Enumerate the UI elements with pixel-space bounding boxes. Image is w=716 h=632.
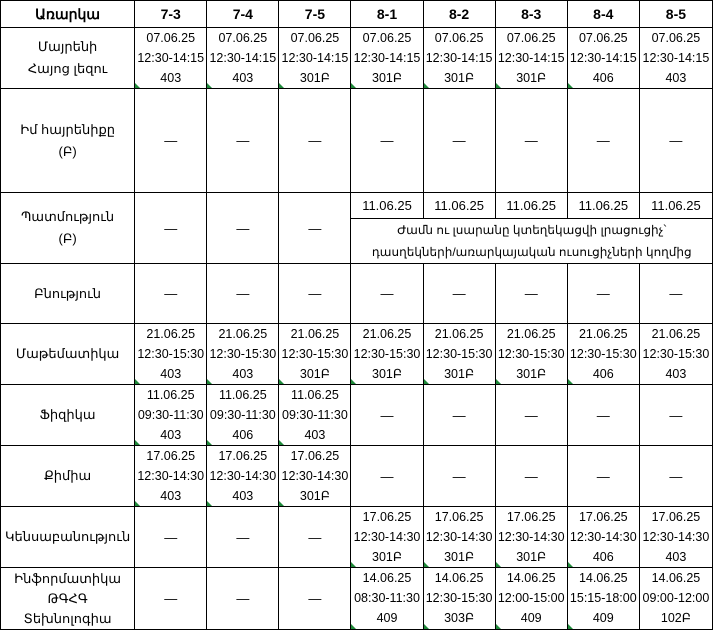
empty-cell: — (423, 446, 495, 507)
exam-date: 14.06.25 (578, 571, 628, 585)
exam-cell (495, 28, 567, 89)
comment-marker-icon (279, 379, 284, 384)
comment-marker-icon (568, 624, 573, 629)
exam-room: 409 (376, 611, 398, 625)
exam-time: 12:30-14:15 (353, 51, 421, 65)
exam-room: 301Բ (372, 71, 403, 85)
comment-marker-icon (279, 501, 284, 506)
exam-date: 17.06.25 (434, 510, 484, 524)
empty-cell: — (423, 385, 495, 446)
subject-line: Հայոց լեզու (27, 61, 108, 76)
empty-cell: — (639, 385, 712, 446)
empty-cell: — (279, 568, 351, 630)
header-class: 8-2 (423, 1, 495, 28)
exam-date: 07.06.25 (146, 31, 196, 45)
header-class: 7-4 (207, 1, 279, 28)
table-row (1, 507, 713, 568)
header-class: 8-4 (567, 1, 639, 28)
exam-room: 409 (592, 611, 614, 625)
empty-cell: — (207, 507, 279, 568)
exam-time: 12:30-15:30 (569, 347, 637, 361)
empty-cell: — (639, 89, 712, 193)
exam-room: 403 (232, 367, 254, 381)
exam-room: 406 (592, 550, 614, 564)
exam-date: 17.06.25 (362, 510, 412, 524)
comment-marker-icon (135, 440, 140, 445)
exam-date: 07.06.25 (434, 31, 484, 45)
subject-line: Մաթեմատիկա (15, 346, 120, 361)
empty-cell: — (495, 89, 567, 193)
subject-line: Քիմիա (43, 468, 92, 483)
subject-cell (1, 385, 135, 446)
exam-room: 403 (160, 71, 182, 85)
exam-time: 09:30-11:30 (209, 408, 276, 422)
exam-date: 17.06.25 (651, 510, 701, 524)
empty-cell: — (135, 264, 207, 324)
exam-room: 102Բ (660, 611, 691, 625)
exam-cell (351, 324, 423, 385)
empty-cell: — (135, 89, 207, 193)
exam-date: 11.06.25 (291, 388, 339, 402)
exam-cell (567, 568, 639, 630)
empty-cell: — (351, 446, 423, 507)
exam-time: 15:15-18:00 (569, 591, 637, 605)
exam-time: 09:30-11:30 (282, 408, 348, 422)
exam-cell (135, 446, 207, 507)
exam-time: 12:30-15:30 (137, 347, 205, 361)
exam-time: 12:30-14:30 (209, 469, 277, 483)
exam-cell (135, 28, 207, 89)
exam-cell (639, 568, 712, 630)
empty-cell: — (351, 385, 423, 446)
comment-marker-icon (207, 501, 212, 506)
comment-marker-icon (207, 379, 212, 384)
exam-date: 07.06.25 (290, 31, 340, 45)
exam-time: 09:00-12:00 (642, 591, 710, 605)
empty-cell: — (639, 446, 712, 507)
exam-cell (135, 385, 207, 446)
comment-marker-icon (424, 624, 429, 629)
exam-cell (495, 507, 567, 568)
header-row (1, 1, 713, 28)
exam-time: 12:30-14:30 (281, 469, 349, 483)
header-class: 7-5 (279, 1, 351, 28)
exam-cell (495, 568, 567, 630)
empty-cell: — (351, 89, 423, 193)
subject-cell (1, 568, 135, 630)
comment-marker-icon (496, 624, 501, 629)
exam-time: 12:30-14:30 (497, 530, 565, 544)
subject-cell (1, 89, 135, 193)
exam-cell (639, 507, 712, 568)
comment-marker-icon (568, 379, 573, 384)
table-row (1, 324, 713, 385)
exam-cell (639, 324, 712, 385)
exam-room: 409 (520, 611, 542, 625)
exam-room: 406 (592, 367, 614, 381)
subject-cell (1, 28, 135, 89)
empty-cell: — (279, 507, 351, 568)
table-row (1, 193, 713, 219)
exam-date: 17.06.25 (146, 449, 196, 463)
subject-line: (Բ) (58, 143, 77, 159)
exam-room: 406 (232, 428, 254, 442)
comment-marker-icon (568, 562, 573, 567)
comment-marker-icon (279, 83, 284, 88)
subject-cell (1, 446, 135, 507)
note-line: Ժամն ու լսարանը կտեղեկացվի լրացուցիչ՝ (397, 223, 667, 237)
exam-time: 08:30-11:30 (354, 591, 420, 605)
exam-room: 301Բ (516, 367, 547, 381)
exam-room: 301Բ (299, 489, 330, 503)
exam-cell (207, 324, 279, 385)
exam-time: 09:30-11:30 (137, 408, 204, 422)
header-class: 8-1 (351, 1, 423, 28)
exam-time: 12:30-14:30 (137, 469, 205, 483)
comment-marker-icon (424, 562, 429, 567)
exam-time: 12:30-15:30 (281, 347, 349, 361)
table-row (1, 264, 713, 324)
exam-cell (423, 28, 495, 89)
exam-time: 12:30-14:15 (281, 51, 349, 65)
exam-room: 301Բ (444, 71, 475, 85)
exam-date: 21.06.25 (362, 327, 412, 341)
exam-cell (135, 324, 207, 385)
exam-date: 21.06.25 (218, 327, 268, 341)
exam-cell (351, 28, 423, 89)
exam-date: 11.06.25 (218, 388, 267, 402)
exam-room: 403 (665, 367, 687, 381)
exam-cell (567, 28, 639, 89)
exam-date: 11.06.25 (567, 193, 639, 219)
subject-line: Մայրենի (37, 39, 98, 54)
exam-time: 12:30-15:30 (425, 347, 493, 361)
exam-time: 12:30-14:15 (137, 51, 205, 65)
empty-cell: — (351, 264, 423, 324)
empty-cell: — (135, 193, 207, 264)
exam-time: 12:30-14:30 (353, 530, 421, 544)
empty-cell: — (495, 446, 567, 507)
exam-cell (279, 385, 351, 446)
exam-room: 403 (665, 71, 687, 85)
exam-date: 11.06.25 (146, 388, 195, 402)
empty-cell: — (135, 568, 207, 630)
exam-cell (495, 324, 567, 385)
exam-room: 301Բ (372, 550, 403, 564)
exam-time: 12:30-14:15 (569, 51, 637, 65)
table-row (1, 446, 713, 507)
comment-marker-icon (135, 379, 140, 384)
subject-line: Իմ հայրենիքը (20, 121, 115, 137)
exam-room: 403 (160, 367, 182, 381)
subject-cell (1, 324, 135, 385)
table-row (1, 89, 713, 193)
empty-cell: — (207, 264, 279, 324)
exam-date: 07.06.25 (578, 31, 628, 45)
comment-marker-icon (351, 379, 356, 384)
exam-date: 21.06.25 (434, 327, 484, 341)
comment-marker-icon (207, 440, 212, 445)
exam-time: 12:30-14:30 (642, 530, 710, 544)
exam-cell (567, 507, 639, 568)
exam-time: 12:30-15:30 (425, 591, 493, 605)
exam-date: 14.06.25 (506, 571, 556, 585)
subject-line: (Բ) (58, 231, 77, 246)
empty-cell: — (207, 568, 279, 630)
empty-cell: — (423, 89, 495, 193)
exam-room: 403 (232, 71, 254, 85)
table-row (1, 568, 713, 630)
comment-marker-icon (135, 83, 140, 88)
comment-marker-icon (496, 562, 501, 567)
exam-time: 12:30-15:30 (209, 347, 277, 361)
exam-date: 21.06.25 (651, 327, 701, 341)
exam-date: 21.06.25 (290, 327, 340, 341)
exam-time: 12:30-15:30 (642, 347, 710, 361)
exam-date: 21.06.25 (506, 327, 556, 341)
history-note (351, 219, 713, 264)
exam-room: 403 (232, 489, 254, 503)
exam-cell (423, 324, 495, 385)
exam-room: 301Բ (444, 550, 475, 564)
exam-room: 303Բ (444, 611, 475, 625)
exam-cell (423, 507, 495, 568)
exam-room: 301Բ (299, 71, 330, 85)
comment-marker-icon (135, 501, 140, 506)
comment-marker-icon (351, 624, 356, 629)
subject-line: ԹԳՀԳ (47, 590, 88, 606)
exam-room: 403 (665, 550, 687, 564)
subject-line: Բնություն (34, 285, 102, 301)
exam-room: 403 (160, 489, 182, 503)
header-class: 8-3 (495, 1, 567, 28)
exam-cell (207, 28, 279, 89)
subject-cell (1, 507, 135, 568)
comment-marker-icon (496, 83, 501, 88)
empty-cell: — (495, 385, 567, 446)
comment-marker-icon (351, 83, 356, 88)
exam-date: 11.06.25 (639, 193, 712, 219)
header-class: 7-3 (135, 1, 207, 28)
subject-cell (1, 264, 135, 324)
exam-time: 12:30-14:15 (425, 51, 493, 65)
comment-marker-icon (424, 379, 429, 384)
header-class: 8-5 (639, 1, 712, 28)
exam-time: 12:30-14:15 (209, 51, 277, 65)
exam-date: 17.06.25 (506, 510, 556, 524)
table-row (1, 28, 713, 89)
exam-cell (207, 446, 279, 507)
empty-cell: — (495, 264, 567, 324)
comment-marker-icon (279, 440, 284, 445)
subject-line: Կենսաբանություն (5, 529, 131, 544)
empty-cell: — (279, 193, 351, 264)
exam-date: 17.06.25 (218, 449, 268, 463)
exam-date: 11.06.25 (495, 193, 567, 219)
exam-cell (639, 28, 712, 89)
exam-cell (279, 446, 351, 507)
exam-room: 403 (160, 428, 182, 442)
exam-date: 11.06.25 (351, 193, 423, 219)
exam-room: 403 (304, 428, 326, 442)
header-subject: Առարկա (1, 1, 135, 28)
comment-marker-icon (207, 83, 212, 88)
exam-date: 17.06.25 (578, 510, 628, 524)
exam-date: 14.06.25 (434, 571, 484, 585)
subject-line: Ֆիզիկա (39, 407, 96, 422)
exam-date: 07.06.25 (506, 31, 556, 45)
exam-room: 406 (592, 71, 614, 85)
empty-cell: — (207, 193, 279, 264)
note-line: դասղեկների/առարկայական ուսուցիչների կողմից (371, 245, 692, 259)
empty-cell: — (279, 264, 351, 324)
exam-cell (351, 507, 423, 568)
empty-cell: — (567, 264, 639, 324)
exam-date: 07.06.25 (651, 31, 701, 45)
table-row (1, 385, 713, 446)
comment-marker-icon (496, 379, 501, 384)
exam-time: 12:30-14:30 (569, 530, 637, 544)
exam-time: 12:30-14:15 (642, 51, 710, 65)
exam-cell (207, 385, 279, 446)
exam-time: 12:30-14:15 (497, 51, 565, 65)
exam-room: 301Բ (299, 367, 330, 381)
exam-cell (567, 324, 639, 385)
comment-marker-icon (424, 83, 429, 88)
exam-date: 21.06.25 (578, 327, 628, 341)
empty-cell: — (567, 89, 639, 193)
exam-room: 301Բ (444, 367, 475, 381)
exam-date: 14.06.25 (651, 571, 701, 585)
comment-marker-icon (568, 83, 573, 88)
subject-line: Տեխնոլոգիա (23, 610, 112, 626)
exam-time: 12:30-14:30 (425, 530, 493, 544)
exam-cell (279, 324, 351, 385)
exam-room: 301Բ (372, 367, 403, 381)
exam-time: 12:30-15:30 (497, 347, 565, 361)
exam-date: 17.06.25 (290, 449, 340, 463)
exam-room: 301Բ (516, 550, 547, 564)
exam-cell (279, 28, 351, 89)
exam-cell (423, 568, 495, 630)
empty-cell: — (567, 446, 639, 507)
exam-date: 11.06.25 (423, 193, 495, 219)
exam-time: 12:30-15:30 (353, 347, 421, 361)
subject-line: Պատմություն (21, 209, 115, 224)
empty-cell: — (207, 89, 279, 193)
empty-cell: — (279, 89, 351, 193)
subject-cell (1, 193, 135, 264)
comment-marker-icon (351, 562, 356, 567)
empty-cell: — (423, 264, 495, 324)
empty-cell: — (567, 385, 639, 446)
empty-cell: — (135, 507, 207, 568)
exam-room: 301Բ (516, 71, 547, 85)
empty-cell: — (639, 264, 712, 324)
exam-cell (351, 568, 423, 630)
exam-time: 12:00-15:00 (497, 591, 565, 605)
exam-date: 07.06.25 (362, 31, 412, 45)
exam-date: 21.06.25 (146, 327, 196, 341)
exam-date: 14.06.25 (362, 571, 412, 585)
exam-date: 07.06.25 (218, 31, 268, 45)
subject-line: Ինֆորմատիկա (14, 570, 122, 586)
